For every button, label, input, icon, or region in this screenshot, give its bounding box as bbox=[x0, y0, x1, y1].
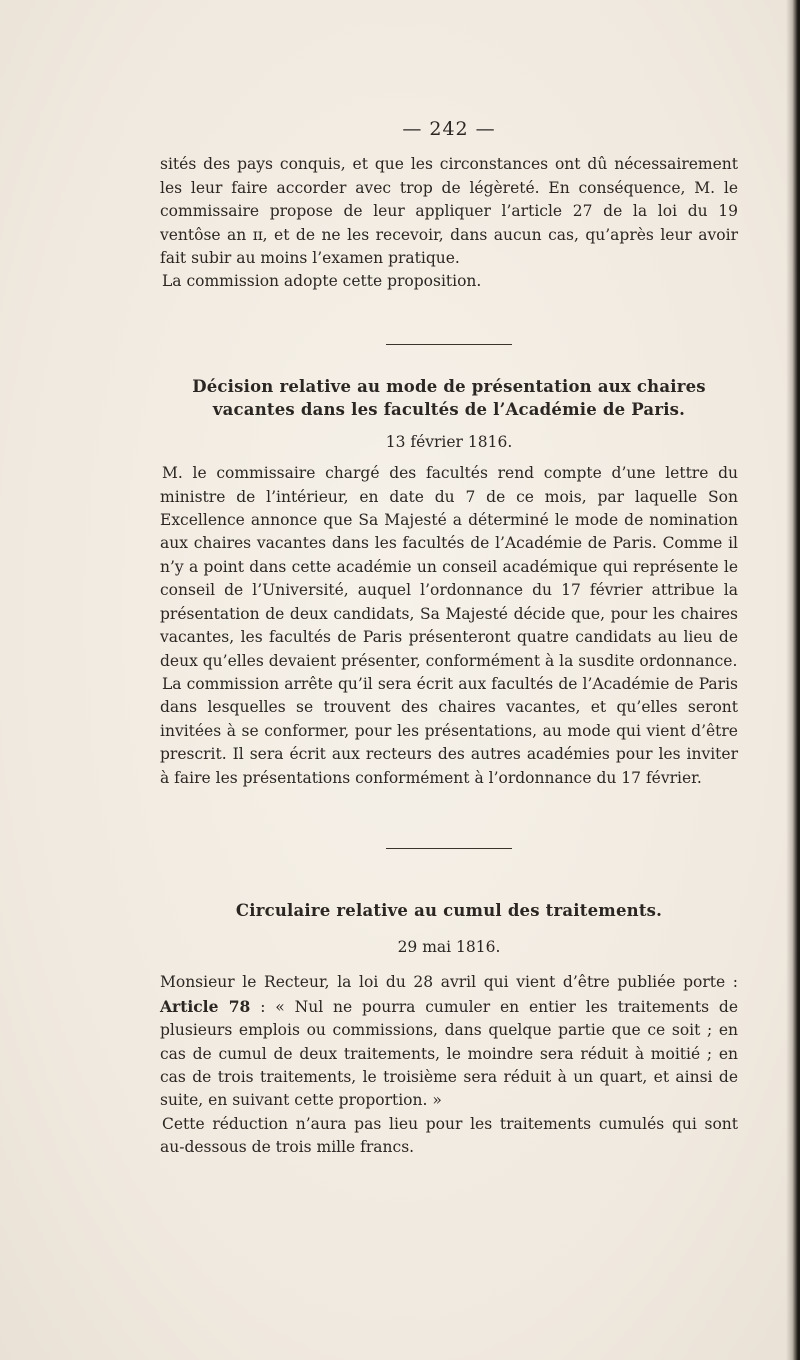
document-body bbox=[160, 118, 738, 1160]
page-number: — 242 — bbox=[402, 118, 496, 140]
article-label: Article 78 bbox=[160, 996, 251, 1016]
intro-paragraph: sités des pays conquis, et que les circonstances ont dû nécessairement les leur faire accorder avec trop de légèreté. En conséquence, M. le commissaire propose de leur appliquer l’article 27 de la loi du 19 ventôse an ɪɪ, et de ne les recevoir, dans aucun cas, qu’après leur avoir fait subir au moins l’examen pratique. bbox=[160, 155, 738, 268]
body-paragraph: M. le commissaire chargé des facultés rend compte d’une lettre du ministre de l’intérieur, en date du 7 de ce mois, par laquelle Son Excellence annonce que Sa Majesté a déterminé le mode de nomination aux chaires vacantes dans les facultés de l’Académie de Paris. Comme il n’y a point dans cette académie un conseil académique qui représente le conseil de l’Université, auquel l’ordonnance du 17 février attribue la présentation de deux candidats, Sa Majesté décide que, pour les chaires vacantes, les facultés de Paris présenteront quatre candidats au lieu de deux qu’elles devaient présenter, conformément à la susdite ordonnance. bbox=[160, 464, 738, 670]
section-title-line: Décision relative au mode de présentation aux chaires bbox=[192, 376, 706, 396]
section-title: Circulaire relative au cumul des traitements. bbox=[235, 900, 663, 920]
body-paragraph bbox=[160, 971, 738, 1112]
section-divider bbox=[386, 344, 512, 345]
section-date: 29 mai 1816. bbox=[397, 937, 501, 956]
section-date: 13 février 1816. bbox=[385, 432, 513, 451]
section-title bbox=[160, 375, 738, 421]
body-paragraph: La commission arrête qu’il sera écrit aux facultés de l’Académie de Paris dans lesquelles se trouvent des chaires vacantes, et qu’elles seront invitées à se conformer, pour les présentations, au mode qui vient d’être prescrit. Il sera écrit aux recteurs des autres académies pour les inviter à faire les présentations conformément à l’ordonnance du 17 février. bbox=[160, 674, 738, 787]
article-text: : « Nul ne pourra cumuler en entier les traitements de plusieurs emplois ou commissions, dans quelque partie que ce soit ; en cas de cumul de deux traitements, le moindre sera réduit à moitié ; en cas de trois traitements, le troisième sera réduit à un quart, et ainsi de suite, en suivant cette proportion. » bbox=[160, 997, 738, 1110]
page-edge-shadow bbox=[786, 0, 800, 1360]
section-divider bbox=[386, 848, 512, 849]
body-paragraph: Cette réduction n’aura pas lieu pour les traitements cumulés qui sont au-dessous de trois mille francs. bbox=[160, 1114, 738, 1157]
paragraph-lead: Monsieur le Recteur, la loi du 28 avril qui vient d’être publiée porte : bbox=[160, 973, 738, 992]
section-title-line: vacantes dans les facultés de l’Académie de Paris. bbox=[212, 399, 686, 419]
intro-paragraph: La commission adopte cette proposition. bbox=[162, 272, 482, 291]
